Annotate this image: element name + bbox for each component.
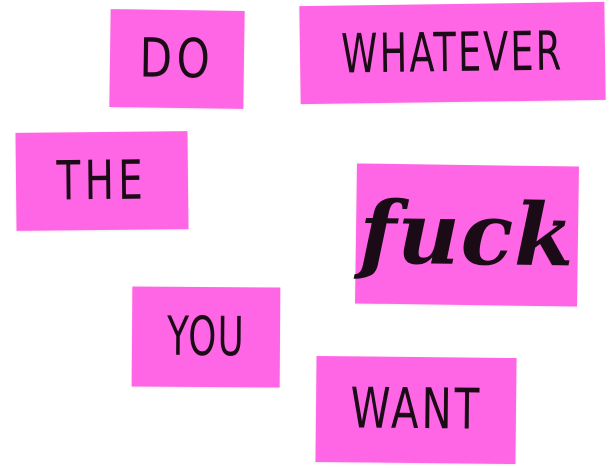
note-word: THE [56,148,148,213]
note-word: WANT [349,376,483,443]
sticky-note-do [109,9,244,109]
sticky-note-whatever [299,2,605,104]
sticky-note-script-word [355,163,579,306]
sticky-note-the [15,131,188,231]
note-script-word: fuck [358,182,576,287]
note-word: DO [139,26,215,91]
note-word: YOU [166,304,246,369]
sticky-note-you [132,286,281,387]
sticky-note-want [315,356,516,464]
note-word: WHATEVER [341,19,564,86]
